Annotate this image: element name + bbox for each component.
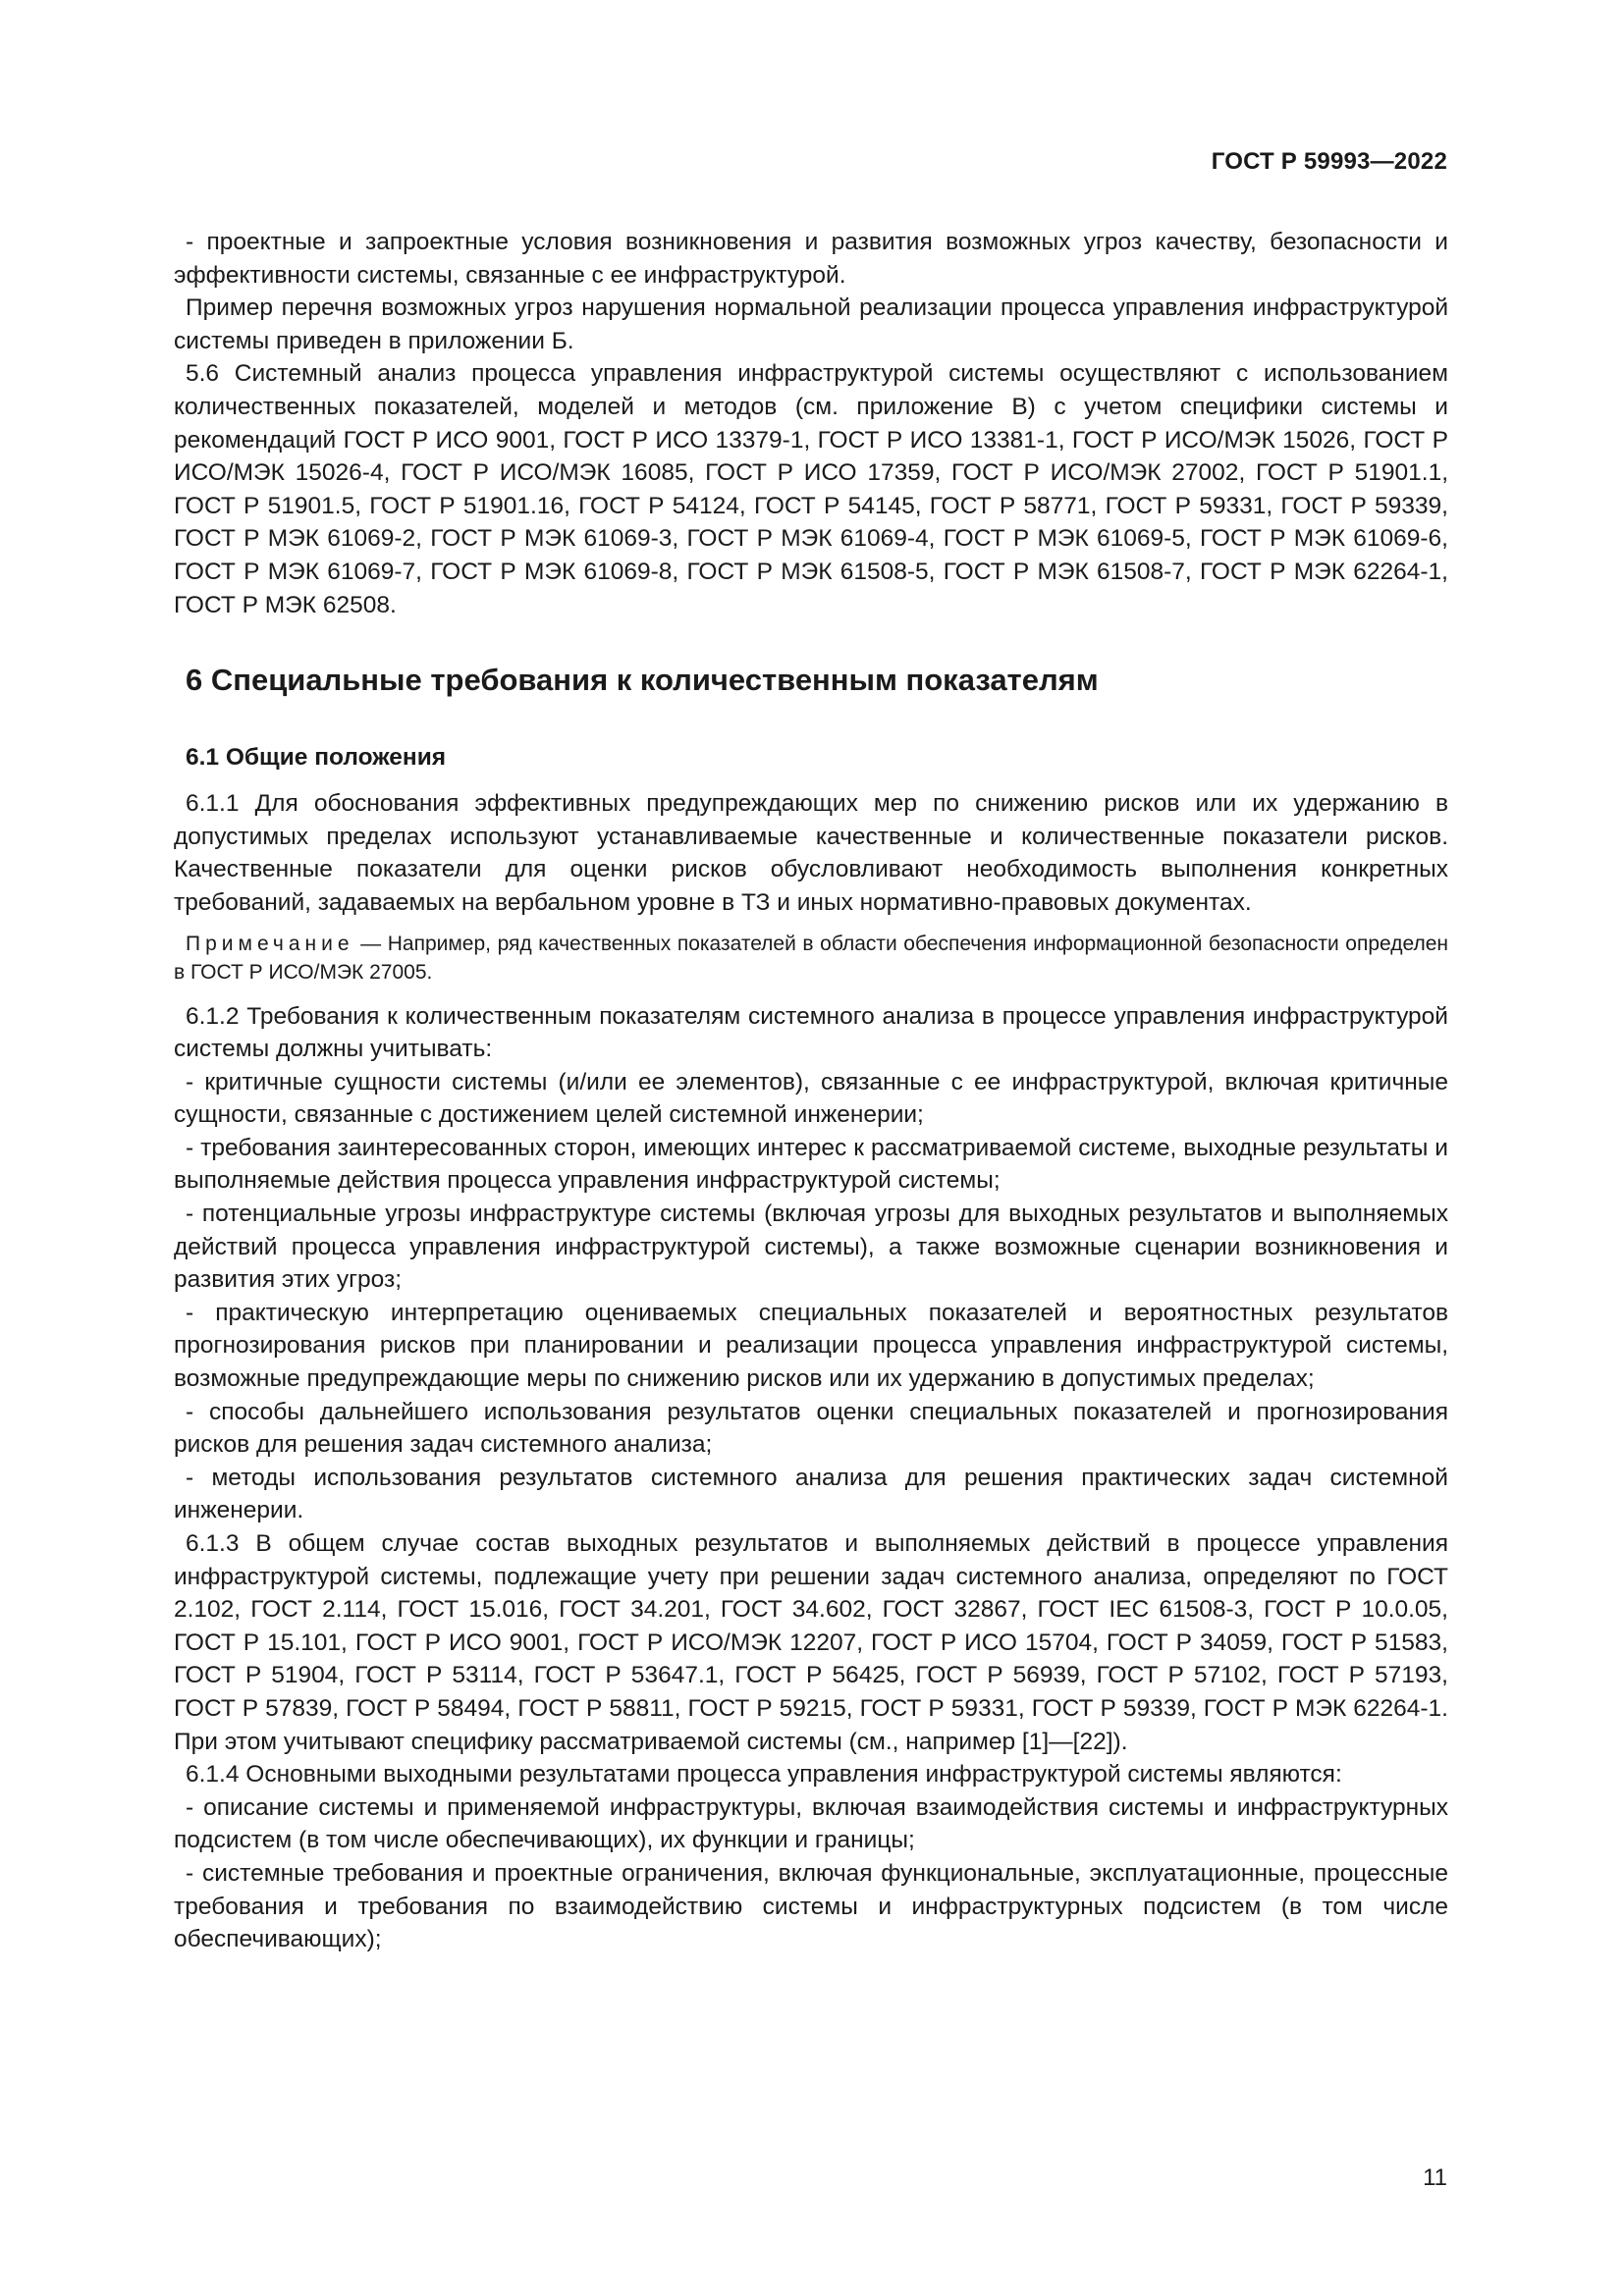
paragraph-6-1-2: 6.1.2 Требования к количественным показателям системного анализа в процессе управления инфраструктурой системы должны учитывать: xyxy=(174,1002,1448,1063)
paragraph-6-1-4: 6.1.4 Основными выходными результатами процесса управления инфраструктурой системы являются: xyxy=(186,1761,1342,1789)
list-item-6-1-2: - методы использования результатов системного анализа для решения практических задач системной инженерии. xyxy=(174,1464,1448,1524)
note-label: Примечание xyxy=(186,932,354,955)
note-text: — Например, ряд качественных показателей в области обеспечения информационной безопасности определен в ГОСТ Р ИСО/МЭК 27005. xyxy=(174,932,1448,984)
subsection-6-1-title: 6.1 Общие положения xyxy=(186,744,447,772)
list-item-6-1-2: - требования заинтересованных сторон, имеющих интерес к рассматриваемой системе, выходные результаты и выполняемые действия процесса управления инфраструктурой системы; xyxy=(174,1134,1448,1195)
document-body xyxy=(174,226,1448,1956)
paragraph-6-1-3: 6.1.3 В общем случае состав выходных результатов и выполняемых действий в процессе управления инфраструктурой системы, подлежащие учету при решении задач системного анализа, определяют по ГОСТ 2.102, ГОСТ 2.114, ГОСТ 15.016, ГОСТ 34.201, ГОСТ 34.602, ГОСТ 32867, ГОСТ IEC 61508-3, ГОСТ Р 10.0.05, ГОСТ Р 15.101, ГОСТ Р ИСО 9001, ГОСТ Р ИСО/МЭК 12207, ГОСТ Р ИСО 15704, ГОСТ Р 34059, ГОСТ Р 51583, ГОСТ Р 51904, ГОСТ Р 53114, ГОСТ Р 53647.1, ГОСТ Р 56425, ГОСТ Р 56939, ГОСТ Р 57102, ГОСТ Р 57193, ГОСТ Р 57839, ГОСТ Р 58494, ГОСТ Р 58811, ГОСТ Р 59215, ГОСТ Р 59331, ГОСТ Р 59339, ГОСТ Р МЭК 62264-1. При этом учитывают специфику рассматриваемой системы (см., например [1]—[22]). xyxy=(174,1530,1448,1755)
paragraph-5-6: 5.6 Системный анализ процесса управления инфраструктурой системы осуществляют с использованием количественных показателей, моделей и методов (см. приложение В) с учетом специфики системы и рекомендаций ГОСТ Р ИСО 9001, ГОСТ Р ИСО 13379-1, ГОСТ Р ИСО 13381-1, ГОСТ Р ИСО/МЭК 15026, ГОСТ Р ИСО/МЭК 15026-4, ГОСТ Р ИСО/МЭК 16085, ГОСТ Р ИСО 17359, ГОСТ Р ИСО/МЭК 27002, ГОСТ Р 51901.1, ГОСТ Р 51901.5, ГОСТ Р 51901.16, ГОСТ Р 54124, ГОСТ Р 54145, ГОСТ Р 58771, ГОСТ Р 59331, ГОСТ Р 59339, ГОСТ Р МЭК 61069-2, ГОСТ Р МЭК 61069-3, ГОСТ Р МЭК 61069-4, ГОСТ Р МЭК 61069-5, ГОСТ Р МЭК 61069-6, ГОСТ Р МЭК 61069-7, ГОСТ Р МЭК 61069-8, ГОСТ Р МЭК 61508-5, ГОСТ Р МЭК 61508-7, ГОСТ Р МЭК 62264-1, ГОСТ Р МЭК 62508. xyxy=(174,360,1448,618)
page-number: 11 xyxy=(1423,2164,1447,2191)
section-6-title: 6 Специальные требования к количественным показателям xyxy=(186,663,1099,698)
paragraph-threat-example: Пример перечня возможных угроз нарушения нормальной реализации процесса управления инфраструктурой системы приведен в приложении Б. xyxy=(174,294,1448,354)
list-item-6-1-2: - способы дальнейшего использования результатов оценки специальных показателей и прогнозирования рисков для решения задач системного анализа; xyxy=(174,1398,1448,1459)
list-item-6-1-4: - системные требования и проектные ограничения, включая функциональные, эксплуатационные, процессные требования и требования по взаимодействию системы и инфраструктурных подсистем (в том числе обеспечивающих); xyxy=(174,1859,1448,1953)
paragraph-threats-item: - проектные и запроектные условия возникновения и развития возможных угроз качеству, безопасности и эффективности системы, связанные с ее инфраструктурой. xyxy=(174,229,1448,289)
list-item-6-1-2: - критичные сущности системы (и/или ее элементов), связанные с ее инфраструктурой, включая критичные сущности, связанные с достижением целей системной инженерии; xyxy=(174,1068,1448,1129)
note xyxy=(174,930,1448,987)
list-item-6-1-2: - практическую интерпретацию оцениваемых специальных показателей и вероятностных результатов прогнозирования рисков при планировании и реализации процесса управления инфраструктурой системы, возможные предупреждающие меры по снижению рисков или их удержанию в допустимых пределах; xyxy=(174,1299,1448,1393)
list-item-6-1-2: - потенциальные угрозы инфраструктуре системы (включая угрозы для выходных результатов и выполняемых действий процесса управления инфраструктурой системы), а также возможные сценарии возникновения и развития этих угроз; xyxy=(174,1201,1448,1294)
list-item-6-1-4: - описание системы и применяемой инфраструктуры, включая взаимодействия системы и инфраструктурных подсистем (в том числе обеспечивающих), их функции и границы; xyxy=(174,1793,1448,1854)
document-code-header: ГОСТ Р 59993—2022 xyxy=(1211,148,1447,175)
paragraph-6-1-1: 6.1.1 Для обоснования эффективных предупреждающих мер по снижению рисков или их удержанию в допустимых пределах используют устанавливаемые качественные и количественные показатели рисков. Качественные показатели для оценки рисков обусловливают необходимость выполнения конкретных требований, задаваемых на вербальном уровне в ТЗ и иных нормативно-правовых документах. xyxy=(174,790,1448,916)
